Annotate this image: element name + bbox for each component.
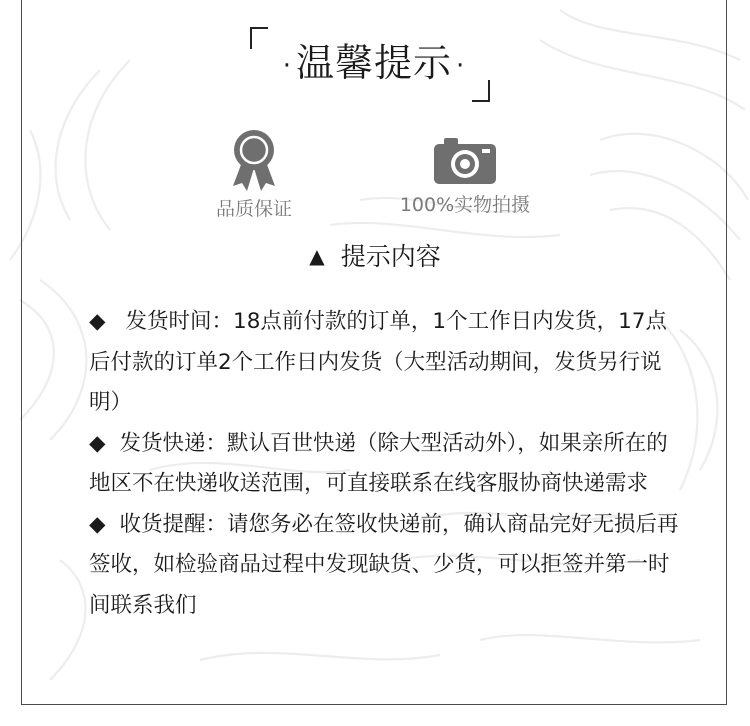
real-photo-badge [388, 128, 542, 218]
notice-text: 发货快递：默认百世快递（除大型活动外），如果亲所在的地区不在快递收送范围，可直接联系在线客服协商快递需求 [89, 430, 668, 496]
diamond-bullet-icon: ◆ [89, 309, 106, 334]
title-dot-right: · [456, 50, 466, 81]
quality-guarantee-badge [196, 128, 312, 222]
title-text: 温馨提示 [295, 41, 452, 85]
diamond-bullet-icon: ◆ [89, 511, 106, 537]
badge-caption: 100%实物拍摄 [399, 194, 531, 216]
camera-icon [432, 136, 498, 186]
notice-text: 收货提醒：请您务必在签收快递前，确认商品完好无损后再签收，如检验商品过程中发现缺货、少货，可以拒签并第一时间联系我们 [89, 511, 679, 618]
badge-caption: 品质保证 [215, 198, 292, 220]
notice-item-shipping-time [89, 302, 679, 424]
notice-list [89, 302, 679, 626]
section-title: 提示内容 [340, 242, 441, 271]
diamond-bullet-icon: ◆ [89, 430, 106, 456]
notice-text: 发货时间：18点前付款的订单，1个工作日内发货，17点后付款的订单2个工作日内发货（大型活动期间，发货另行说明） [89, 309, 667, 415]
title-dot-left: · [282, 50, 292, 81]
page-title [262, 38, 486, 88]
section-heading [0, 236, 750, 277]
notice-item-courier [89, 424, 679, 505]
notice-item-receipt [89, 505, 679, 627]
triangle-up-icon: ▲ [309, 244, 325, 268]
rosette-award-icon [229, 128, 279, 192]
